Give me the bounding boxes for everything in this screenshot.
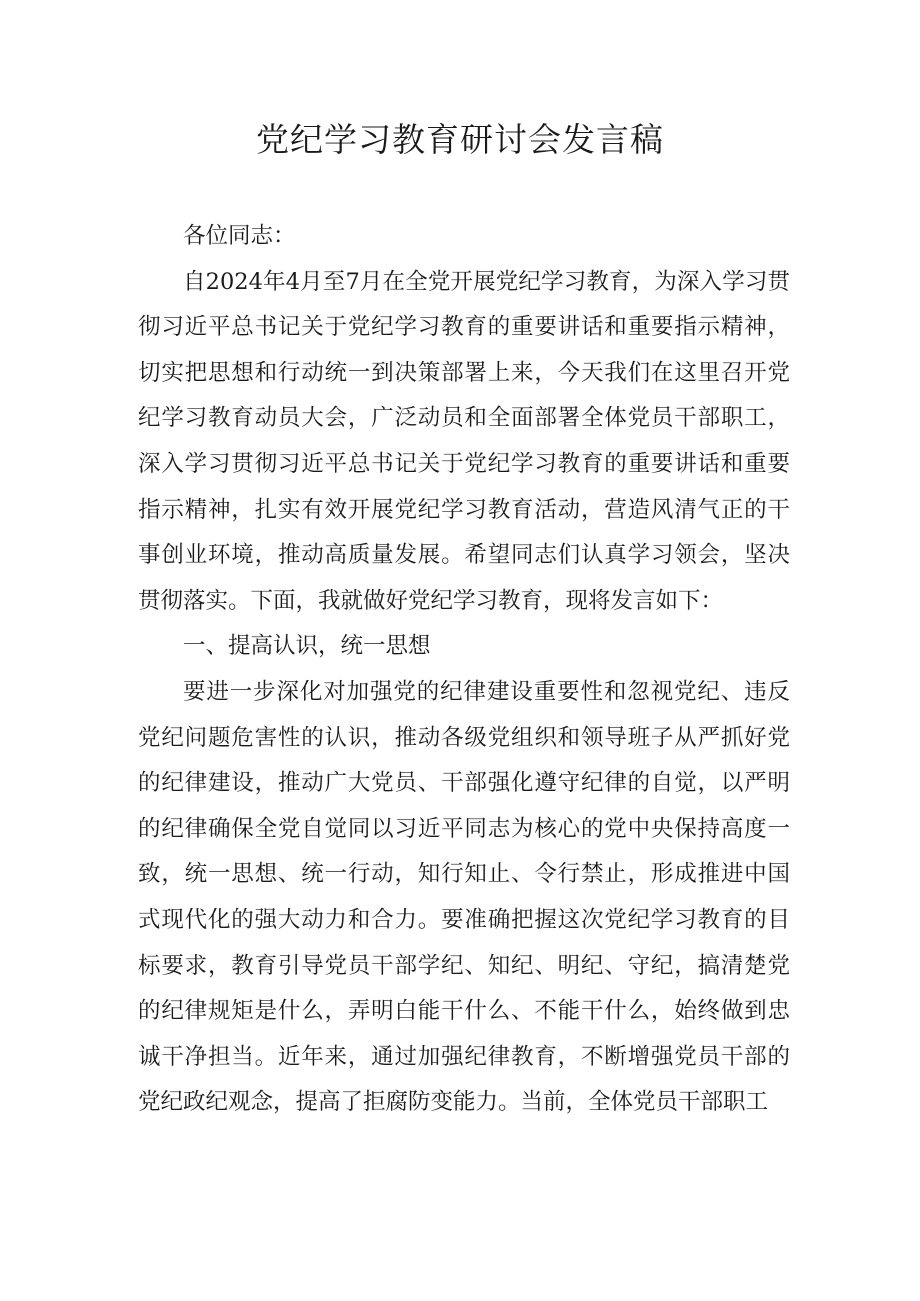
document-body: [138, 214, 790, 1126]
paragraph-intro: 自2024年4月至7月在全党开展党纪学习教育，为深入学习贯彻习近平总书记关于党纪学习教育的重要讲话和重要指示精神，切实把思想和行动统一到决策部署上来，今天我们在这里召开党纪学习教育动员大会，广泛动员和全面部署全体党员干部职工，深入学习贯彻习近平总书记关于党纪学习教育的重要讲话和重要指示精神，扎实有效开展党纪学习教育活动，营造风清气正的干事创业环境，推动高质量发展。希望同志们认真学习领会，坚决贯彻落实。下面，我就做好党纪学习教育，现将发言如下：: [138, 268, 790, 614]
paragraph-section-1: 要进一步深化对加强党的纪律建设重要性和忽视党纪、违反党纪问题危害性的认识，推动各级党组织和领导班子从严抓好党的纪律建设，推动广大党员、干部强化遵守纪律的自觉，以严明的纪律确保全党自觉同以习近平同志为核心的党中央保持高度一致，统一思想、统一行动，知行知止、令行禁止，形成推进中国式现代化的强大动力和合力。要准确把握这次党纪学习教育的目标要求，教育引导党员干部学纪、知纪、明纪、守纪，搞清楚党的纪律规矩是什么，弄明白能干什么、不能干什么，始终做到忠诚干净担当。近年来，通过加强纪律教育，不断增强党员干部的党纪政纪观念，提高了拒腐防变能力。当前，全体党员干部职工: [138, 678, 790, 1116]
salutation: 各位同志：: [183, 223, 296, 249]
document-title: 党纪学习教育研讨会发言稿: [256, 120, 664, 159]
section-heading-1: 一、提高认识，统一思想: [183, 633, 431, 660]
